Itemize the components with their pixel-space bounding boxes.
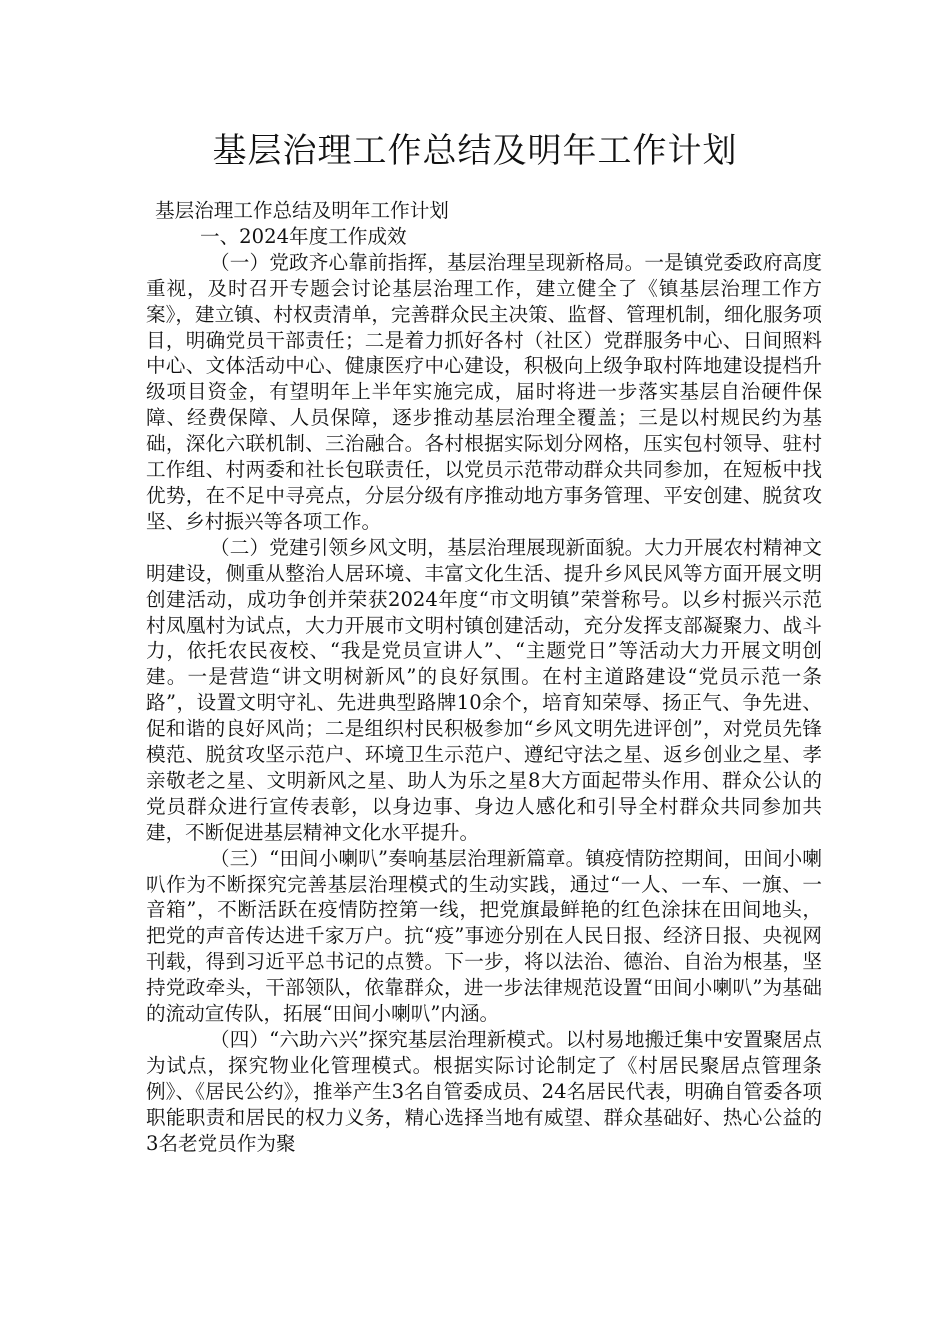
document-subtitle: 基层治理工作总结及明年工作计划	[155, 199, 449, 222]
paragraph-2: （二）党建引领乡风文明，基层治理展现新面貌。大力开展农村精神文明建设，侧重从整治人居环境、丰富文化生活、提升乡风民风等方面开展文明创建活动，成功争创并荣获2024年度“市文明镇”荣誉称号。以乡村振兴示范村凤凰村为试点，大力开展市文明村镇创建活动，充分发挥支部凝聚力、战斗力，依托农民夜校、“我是党员宣讲人”、“主题党日”等活动大力开展文明创建。一是营造“讲文明树新风”的良好氛围。在村主道路建设“党员示范一条路”，设置文明守礼、先进典型路牌10余个，培育知荣辱、扬正气、争先进、促和谐的良好风尚；二是组织村民积极参加“乡风文明先进评创”，对党员先锋模范、脱贫攻坚示范户、环境卫生示范户、遵纪守法之星、返乡创业之星、孝亲敬老之星、文明新风之星、助人为乐之星8大方面起带头作用、群众公认的党员群众进行宣传表彰，以身边事、身边人感化和引导全村群众共同参加共建，不断促进基层精神文化水平提升。	[146, 535, 822, 844]
document-body	[146, 198, 822, 1157]
paragraph-3: （三）“田间小喇叭”奏响基层治理新篇章。镇疫情防控期间，田间小喇叭作为不断探究完善基层治理模式的生动实践，通过“一人、一车、一旗、一音箱”，不断活跃在疫情防控第一线，把党旗最鲜艳的红色涂抹在田间地头，把党的声音传达进千家万户。抗“疫”事迹分别在人民日报、经济日报、央视网刊载，得到习近平总书记的点赞。下一步，将以法治、德治、自治为根基，坚持党政牵头，干部领队，依靠群众，进一步法律规范设置“田间小喇叭”为基础的流动宣传队，拓展“田间小喇叭”内涵。	[146, 846, 822, 1026]
document-title: 基层治理工作总结及明年工作计划	[212, 131, 738, 171]
section-heading: 一、2024年度工作成效	[200, 224, 407, 248]
paragraph-4: （四）“六助六兴”探究基层治理新模式。以村易地搬迁集中安置聚居点为试点，探究物业化管理模式。根据实际讨论制定了《村居民聚居点管理条例》、《居民公约》，推举产生3名自管委成员、24名居民代表，明确自管委各项职能职责和居民的权力义务，精心选择当地有威望、群众基础好、热心公益的3名老党员作为聚	[146, 1028, 822, 1155]
paragraph-1: （一）党政齐心靠前指挥，基层治理呈现新格局。一是镇党委政府高度重视，及时召开专题会讨论基层治理工作，建立健全了《镇基层治理工作方案》，建立镇、村权责清单，完善群众民主决策、监督、管理机制，细化服务项目，明确党员干部责任；二是着力抓好各村（社区）党群服务中心、日间照料中心、文体活动中心、健康医疗中心建设，积极向上级争取村阵地建设提档升级项目资金，有望明年上半年实施完成，届时将进一步落实基层自治硬件保障、经费保障、人员保障，逐步推动基层治理全覆盖；三是以村规民约为基础，深化六联机制、三治融合。各村根据实际划分网格，压实包村领导、驻村工作组、村两委和社长包联责任，以党员示范带动群众共同参加，在短板中找优势，在不足中寻亮点，分层分级有序推动地方事务管理、平安创建、脱贫攻坚、乡村振兴等各项工作。	[146, 250, 822, 533]
